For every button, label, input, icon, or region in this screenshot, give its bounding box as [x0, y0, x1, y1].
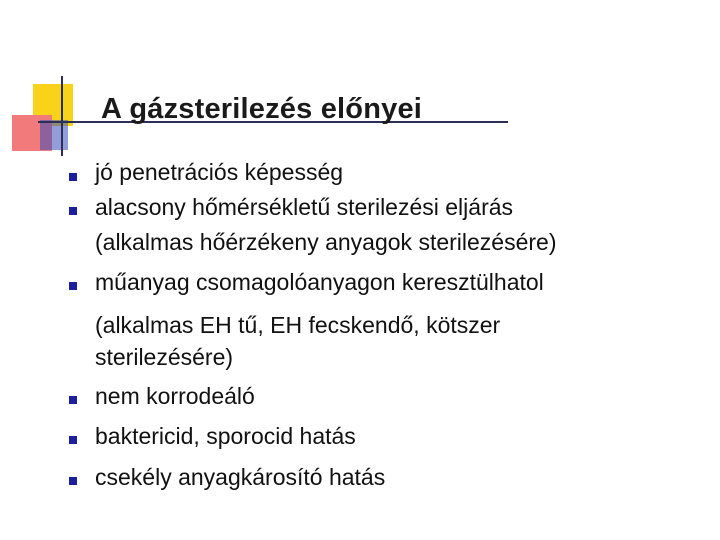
bullet-text-4-line-1: nem korrodeáló	[95, 383, 255, 409]
bullet-marker	[69, 282, 77, 290]
bullet-text-3-line-1: műanyag csomagolóanyagon keresztülhatol	[95, 269, 544, 295]
bullet-marker	[69, 207, 77, 215]
bullet-text-3-line-2: (alkalmas EH tű, EH fecskendő, kötszer	[95, 312, 501, 338]
bullet-text-2-line-1: alacsony hőmérsékletű sterilezési eljárás	[95, 194, 514, 220]
bullet-marker	[69, 477, 77, 485]
bullet-marker	[69, 436, 77, 444]
ornament-vertical-line	[61, 76, 63, 156]
slide-title: A gázsterilezés előnyei	[101, 93, 423, 125]
ornament-blue-square	[40, 120, 68, 150]
bullet-text-6-line-1: csekély anyagkárosító hatás	[95, 464, 386, 490]
bullet-text-3-line-3: sterilezésére)	[95, 344, 234, 370]
bullet-text-1-line-1: jó penetrációs képesség	[95, 159, 344, 185]
bullet-text-5-line-1: baktericid, sporocid hatás	[95, 423, 356, 449]
bullet-text-2-line-2: (alkalmas hőérzékeny anyagok sterilezésére)	[95, 229, 557, 255]
bullet-marker	[69, 173, 77, 181]
bullet-marker	[69, 396, 77, 404]
